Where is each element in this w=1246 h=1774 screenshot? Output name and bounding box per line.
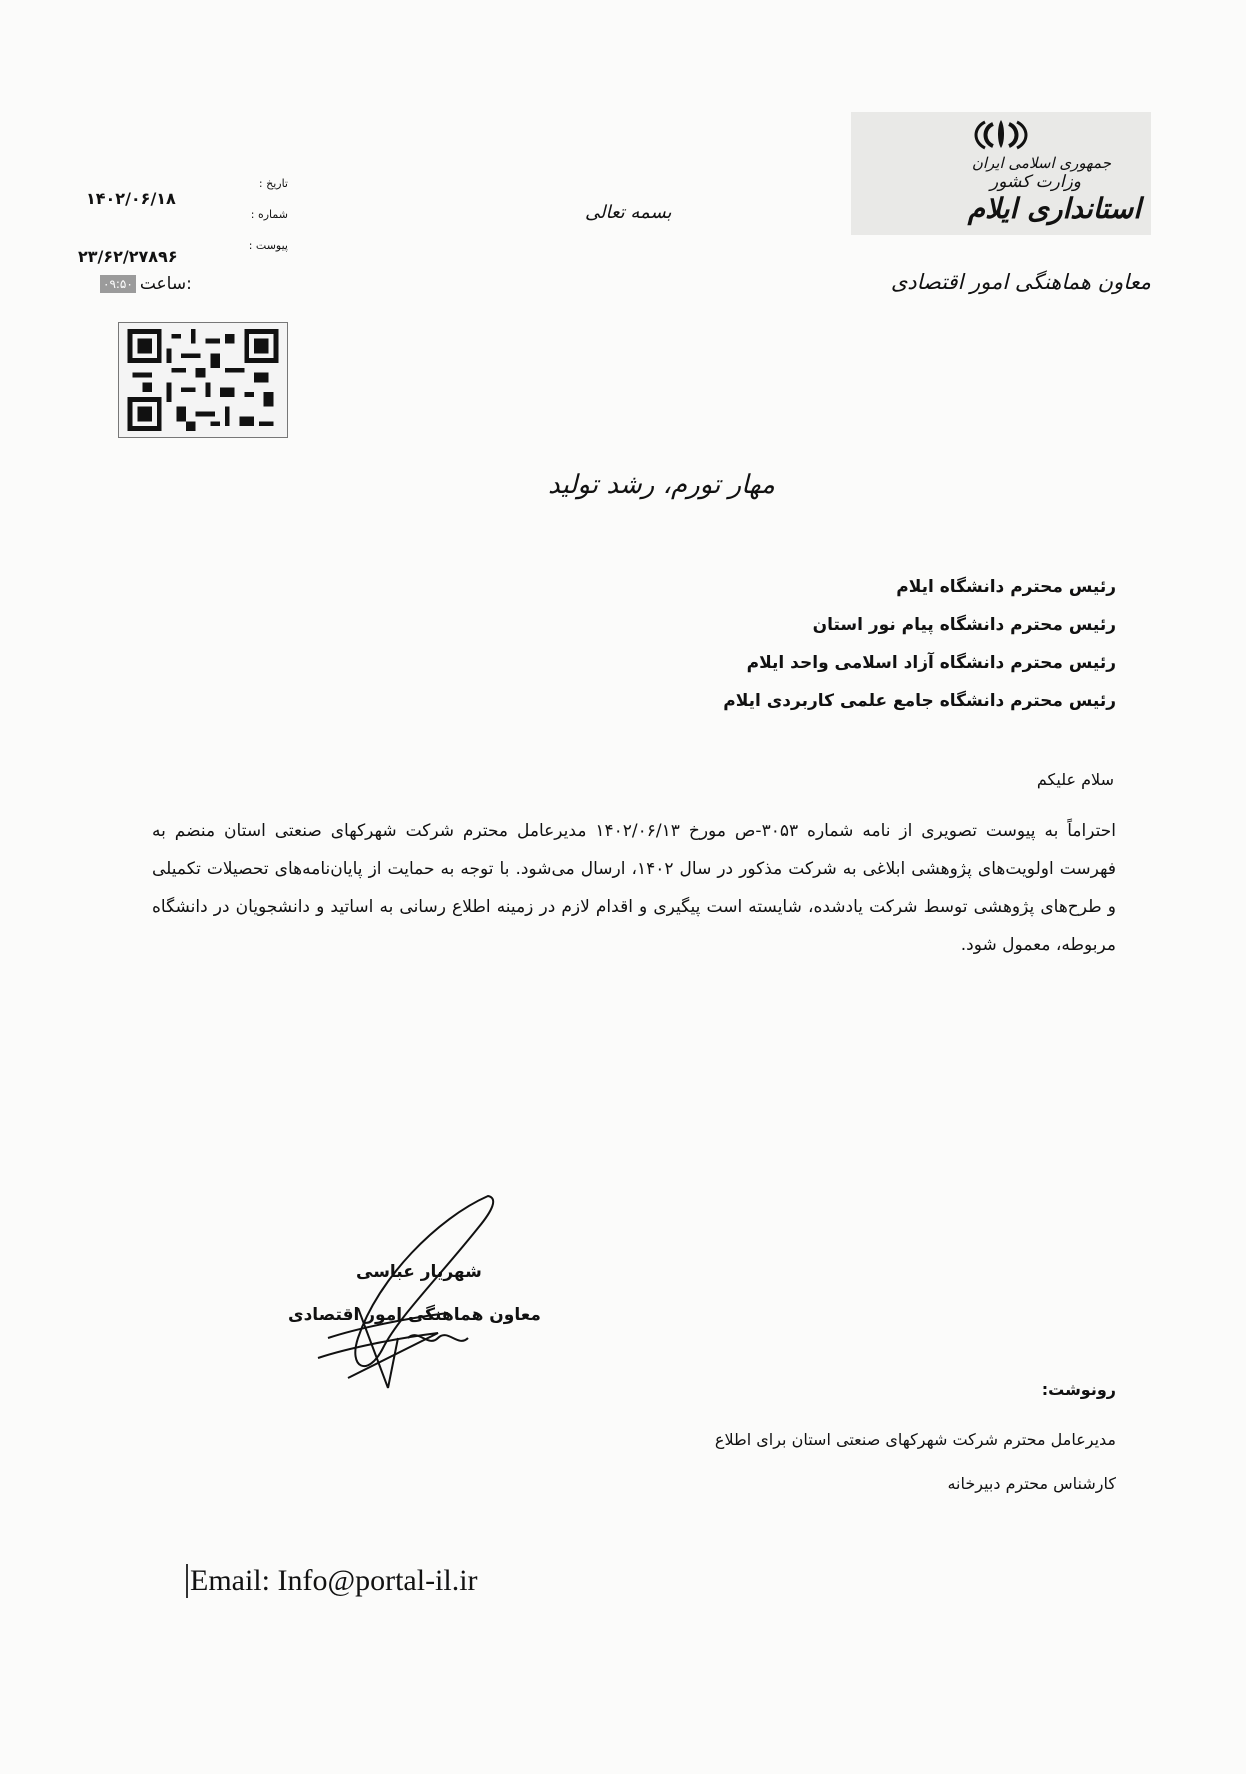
letterhead [851,112,1151,235]
letterhead-department: معاون هماهنگی امور اقتصادی [890,270,1151,294]
time-stamp [100,274,192,294]
meta-values [78,170,178,286]
iran-emblem-icon [971,118,1031,150]
letterhead-office: استانداری ایلام [967,192,1141,225]
number-value: ۲۳/۶۲/۲۷۸۹۶ [78,247,178,266]
recipient-item: رئیس محترم دانشگاه جامع علمی کاربردی ایلام [723,691,1116,711]
handwritten-signature [288,1188,518,1398]
recipient-item: رئیس محترم دانشگاه آزاد اسلامی واحد ایلام [746,653,1116,673]
meta-labels [228,168,288,261]
contact-email: Email: Info@portal-il.ir [186,1564,478,1598]
time-value: ۰۹:۵۰ [100,275,136,293]
signatory-name: شهریار عباسی [356,1262,482,1282]
letterhead-ministry: وزارت کشور [989,172,1081,192]
signatory-title: معاون هماهنگی امور اقتصادی [288,1305,541,1325]
cc-item: مدیرعامل محترم شرکت شهرکهای صنعتی استان برای اطلاع [714,1430,1116,1449]
greeting: سلام علیکم [1036,770,1114,789]
date-label: تاریخ : [258,177,288,190]
cc-title: رونوشت: [1041,1380,1116,1399]
bismillah: بسمه تعالی [585,202,672,223]
slogan: مهار تورم، رشد تولید [548,470,775,500]
letter-body: احتراماً به پیوست تصویری از نامه شماره ۳۰۵۳-ص مورخ ۱۴۰۲/۰۶/۱۳ مدیرعامل محترم شرکت شهرکهای صنعتی استان منضم به فهرست اولویت‌های پژوهشی ابلاغی به شرکت مذکور در سال ۱۴۰۲، ارسال می‌شود. با توجه به حمایت از پایان‌نامه‌های تحصیلات تکمیلی و طرح‌های پژوهشی توسط شرکت یادشده، شایسته است پیگیری و اقدام لازم در زمینه اطلاع رسانی به اساتید و دانشجویان در دانشگاه مربوطه، معمول شود. [152,821,1116,955]
letterhead-republic: جمهوری اسلامی ایران [971,154,1111,172]
recipients-list [723,568,1116,720]
attachment-label: پیوست : [248,239,288,252]
number-label: شماره : [250,208,288,221]
qr-code [118,322,288,438]
date-value: ۱۴۰۲/۰۶/۱۸ [86,189,176,208]
cc-item: کارشناس محترم دبیرخانه [947,1474,1116,1493]
recipient-item: رئیس محترم دانشگاه ایلام [896,577,1116,597]
recipient-item: رئیس محترم دانشگاه پیام نور استان [812,615,1116,635]
cc-list [715,1418,1116,1506]
time-label: ساعت: [139,274,192,294]
qr-code-icon [125,329,281,431]
